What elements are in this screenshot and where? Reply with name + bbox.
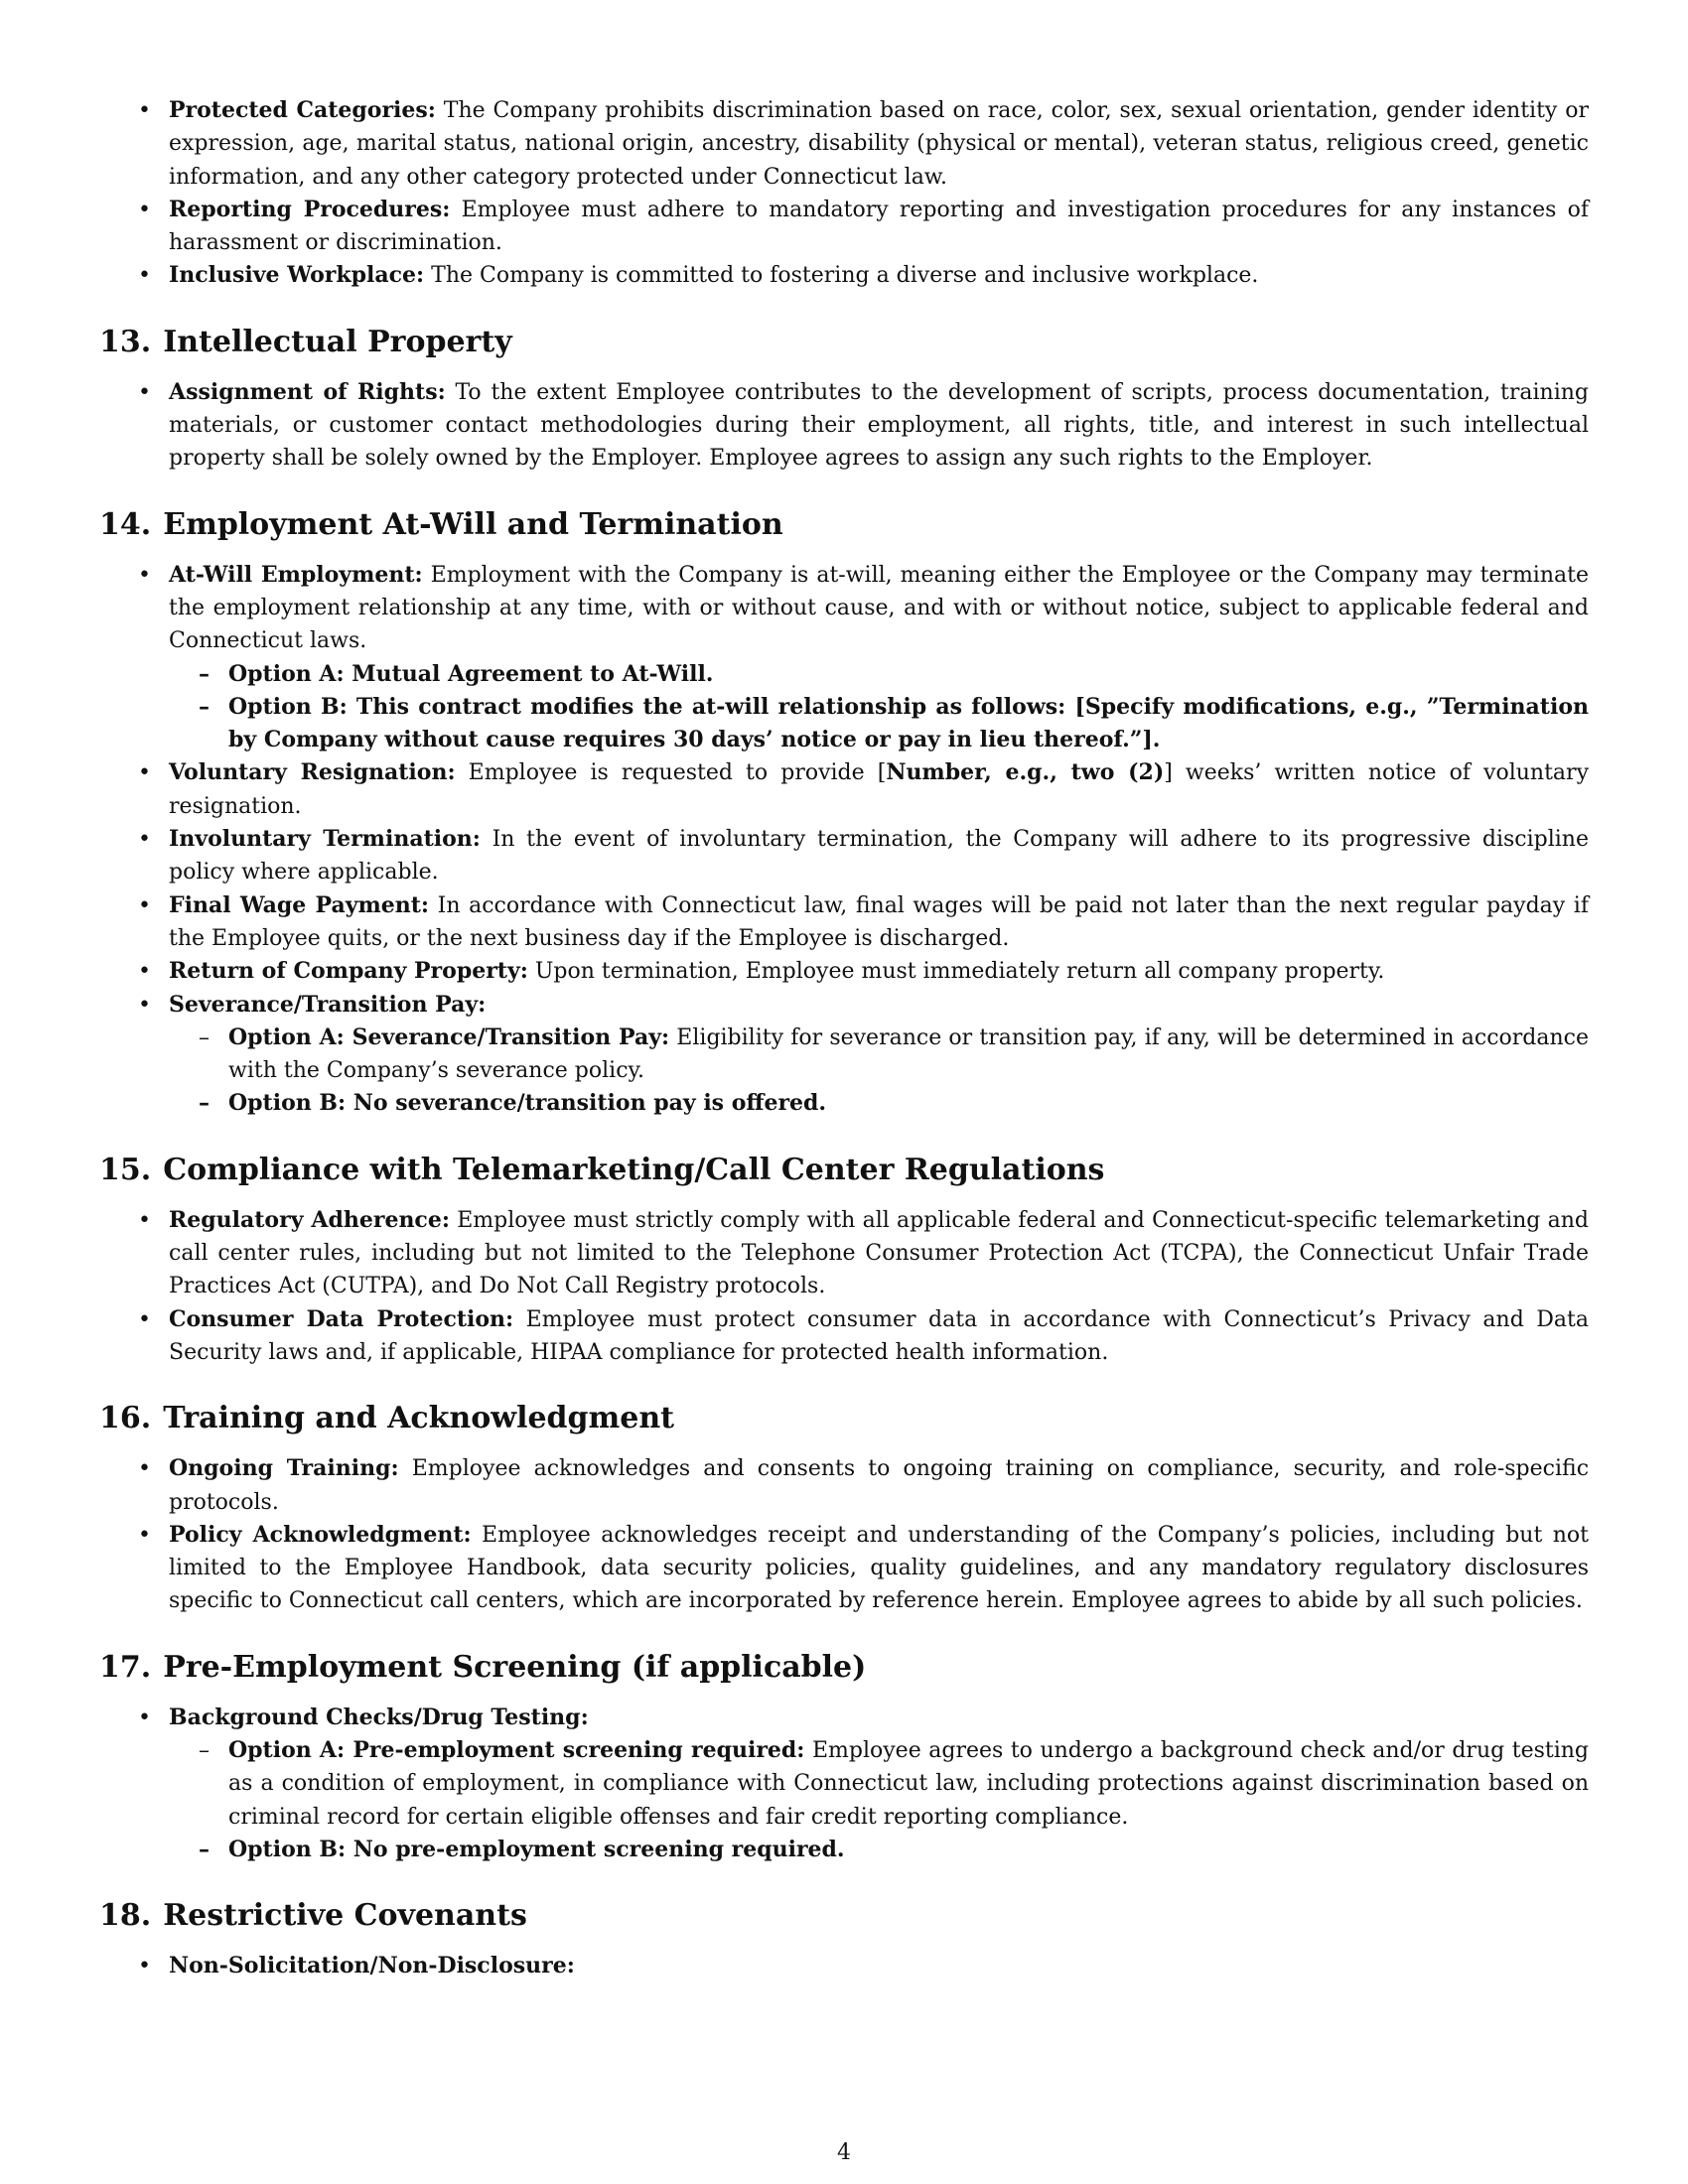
option-item: – Option B: No severance/transition pay is offered. (169, 1087, 1589, 1120)
item-text: Employment with the Company is at-will, meaning either the Employee or the Company may terminate the employment relationship at any time, with or without cause, and with or without notice, subject to applicable federal and Connecticut laws. (169, 562, 1589, 654)
list-item (99, 955, 1589, 988)
item-text: Employee must strictly comply with all applicable federal and Connecticut-specific telemarketing and call center rules, including but not limited to the Telephone Consumer Protection Act (TCPA), the Connecticut Unfair Trade Practices Act (CUTPA), and Do Not Call Registry protocols. (169, 1207, 1589, 1299)
option-label: Option A: Pre-employment screening required: (228, 1736, 805, 1763)
section-number: 18. (99, 1898, 152, 1934)
item-label: Voluntary Resignation: (169, 759, 456, 786)
section-title: Employment At-Will and Termination (163, 506, 783, 542)
section-list (99, 1950, 1589, 1982)
section-heading (99, 1648, 1589, 1688)
section-list (99, 376, 1589, 476)
list-item (99, 1950, 1589, 1982)
option-list (169, 1734, 1589, 1866)
section-number: 14. (99, 506, 152, 542)
section-15 (99, 1151, 1589, 1369)
item-label: Severance/Transition Pay: (169, 991, 487, 1018)
list-item (99, 1303, 1589, 1370)
page-number: 4 (837, 2140, 851, 2165)
list-item (99, 889, 1589, 956)
section-heading (99, 1896, 1589, 1936)
list-item (99, 194, 1589, 260)
section-13 (99, 323, 1589, 476)
item-text: The Company prohibits discrimination based on race, color, sex, sexual orientation, gender identity or expression, age, marital status, national origin, ancestry, disability (physical or mental), veteran status, religious creed, genetic information, and any other category protected under Connecticut law. (169, 98, 1590, 190)
document-page (99, 94, 1589, 1982)
option-item: – Option B: This contract modifies the at-will relationship as follows: [Specify modifications, e.g., ”Termination by Company without cause requires 30 days’ notice or pay in lieu thereof.”]. (169, 691, 1589, 757)
option-label: Option A: Severance/Transition Pay: (228, 1024, 670, 1050)
item-label: Assignment of Rights: (169, 378, 446, 405)
section-title: Intellectual Property (163, 324, 512, 359)
section-heading (99, 323, 1589, 362)
section-list (99, 1204, 1589, 1369)
section-list (99, 559, 1589, 1121)
item-label: Return of Company Property: (169, 958, 528, 985)
item-text: The Company is committed to fostering a diverse and inclusive workplace. (424, 263, 1259, 289)
section-16 (99, 1399, 1589, 1617)
section-list (99, 1702, 1589, 1866)
item-label: Non-Solicitation/Non-Disclosure: (169, 1953, 575, 1979)
item-text: Employee is requested to provide [ (455, 760, 887, 786)
section-14 (99, 505, 1589, 1121)
item-text: Upon termination, Employee must immediately return all company property. (527, 959, 1385, 985)
list-item (99, 376, 1589, 476)
item-label: Protected Categories: (169, 97, 436, 123)
section-17 (99, 1648, 1589, 1866)
list-item (99, 989, 1589, 1121)
item-label: Regulatory Adherence: (169, 1206, 450, 1233)
option-list (169, 658, 1589, 757)
section-title: Training and Acknowledgment (163, 1401, 675, 1436)
item-text: In the event of involuntary termination, the Company will adhere to its progressive discipline policy where applicable. (169, 827, 1589, 886)
list-item (99, 94, 1589, 194)
list-item (99, 1452, 1589, 1519)
option-item: – Option A: Mutual Agreement to At-Will. (169, 658, 1589, 691)
item-label: At-Will Employment: (169, 561, 423, 588)
section-heading (99, 1151, 1589, 1190)
option-list (169, 1022, 1589, 1121)
option-item (169, 1734, 1589, 1834)
list-item (99, 823, 1589, 889)
section-heading (99, 1399, 1589, 1438)
section-number: 15. (99, 1152, 152, 1187)
section-list (99, 1452, 1589, 1617)
item-label: Ongoing Training: (169, 1455, 399, 1482)
item-text: To the extent Employee contributes to the development of scripts, process documentation, training materials, or customer contact methodologies during their employment, all rights, title, and interest in such intellectual property shall be solely owned by the Employer. Employee agrees to assign any such rights to the Employer. (169, 379, 1589, 472)
item-label: Final Wage Payment: (169, 891, 430, 918)
item-label: Involuntary Termination: (169, 826, 481, 853)
item-text: In accordance with Connecticut law, final wages will be paid not later than the next regular payday if the Employee quits, or the next business day if the Employee is discharged. (169, 892, 1589, 951)
list-item (99, 559, 1589, 757)
option-text: Eligibility for severance or transition pay, if any, will be determined in accordance with the Company’s severance policy. (228, 1024, 1589, 1084)
list-item (99, 1519, 1589, 1618)
item-label: Reporting Procedures: (169, 196, 451, 222)
intro-list (99, 94, 1589, 293)
section-18 (99, 1896, 1589, 1982)
item-label: Consumer Data Protection: (169, 1305, 514, 1332)
list-item (99, 1702, 1589, 1866)
item-text: Employee acknowledges receipt and understanding of the Company’s policies, including but not limited to the Employee Handbook, data security policies, quality guidelines, and any mandatory regulatory disclosures specific to Connecticut call centers, which are incorporated by reference herein. Employee agrees to abide by all such policies. (169, 1522, 1589, 1614)
list-item (99, 259, 1589, 292)
item-label: Background Checks/Drug Testing: (169, 1704, 589, 1730)
item-label: Inclusive Workplace: (169, 262, 425, 289)
placeholder-text: Number, e.g., two (2) (886, 759, 1165, 786)
section-title: Restrictive Covenants (163, 1898, 527, 1934)
item-label: Policy Acknowledgment: (169, 1521, 472, 1548)
list-item (99, 1204, 1589, 1303)
item-text: Employee must adhere to mandatory reporting and investigation procedures for any instances of harassment or discrimination. (169, 197, 1589, 256)
option-item (169, 1022, 1589, 1088)
option-item: – Option B: No pre-employment screening required. (169, 1834, 1589, 1866)
section-title: Compliance with Telemarketing/Call Center Regulations (163, 1152, 1105, 1187)
option-text: Employee agrees to undergo a background check and/or drug testing as a condition of employment, in compliance with Connecticut law, including protections against discrimination based on criminal record for certain eligible offenses and fair credit reporting compliance. (228, 1737, 1590, 1830)
section-number: 17. (99, 1649, 152, 1685)
list-item (99, 756, 1589, 823)
item-text: Employee acknowledges and consents to ongoing training on compliance, security, and role-specific protocols. (169, 1456, 1590, 1515)
section-heading (99, 505, 1589, 545)
section-number: 13. (99, 324, 152, 359)
item-text: Employee must protect consumer data in accordance with Connecticut’s Privacy and Data Security laws and, if applicable, HIPAA compliance for protected health information. (169, 1306, 1589, 1365)
section-number: 16. (99, 1401, 152, 1436)
section-title: Pre-Employment Screening (if applicable) (163, 1649, 867, 1685)
item-text: ] weeks’ written notice of voluntary resignation. (169, 760, 1589, 819)
